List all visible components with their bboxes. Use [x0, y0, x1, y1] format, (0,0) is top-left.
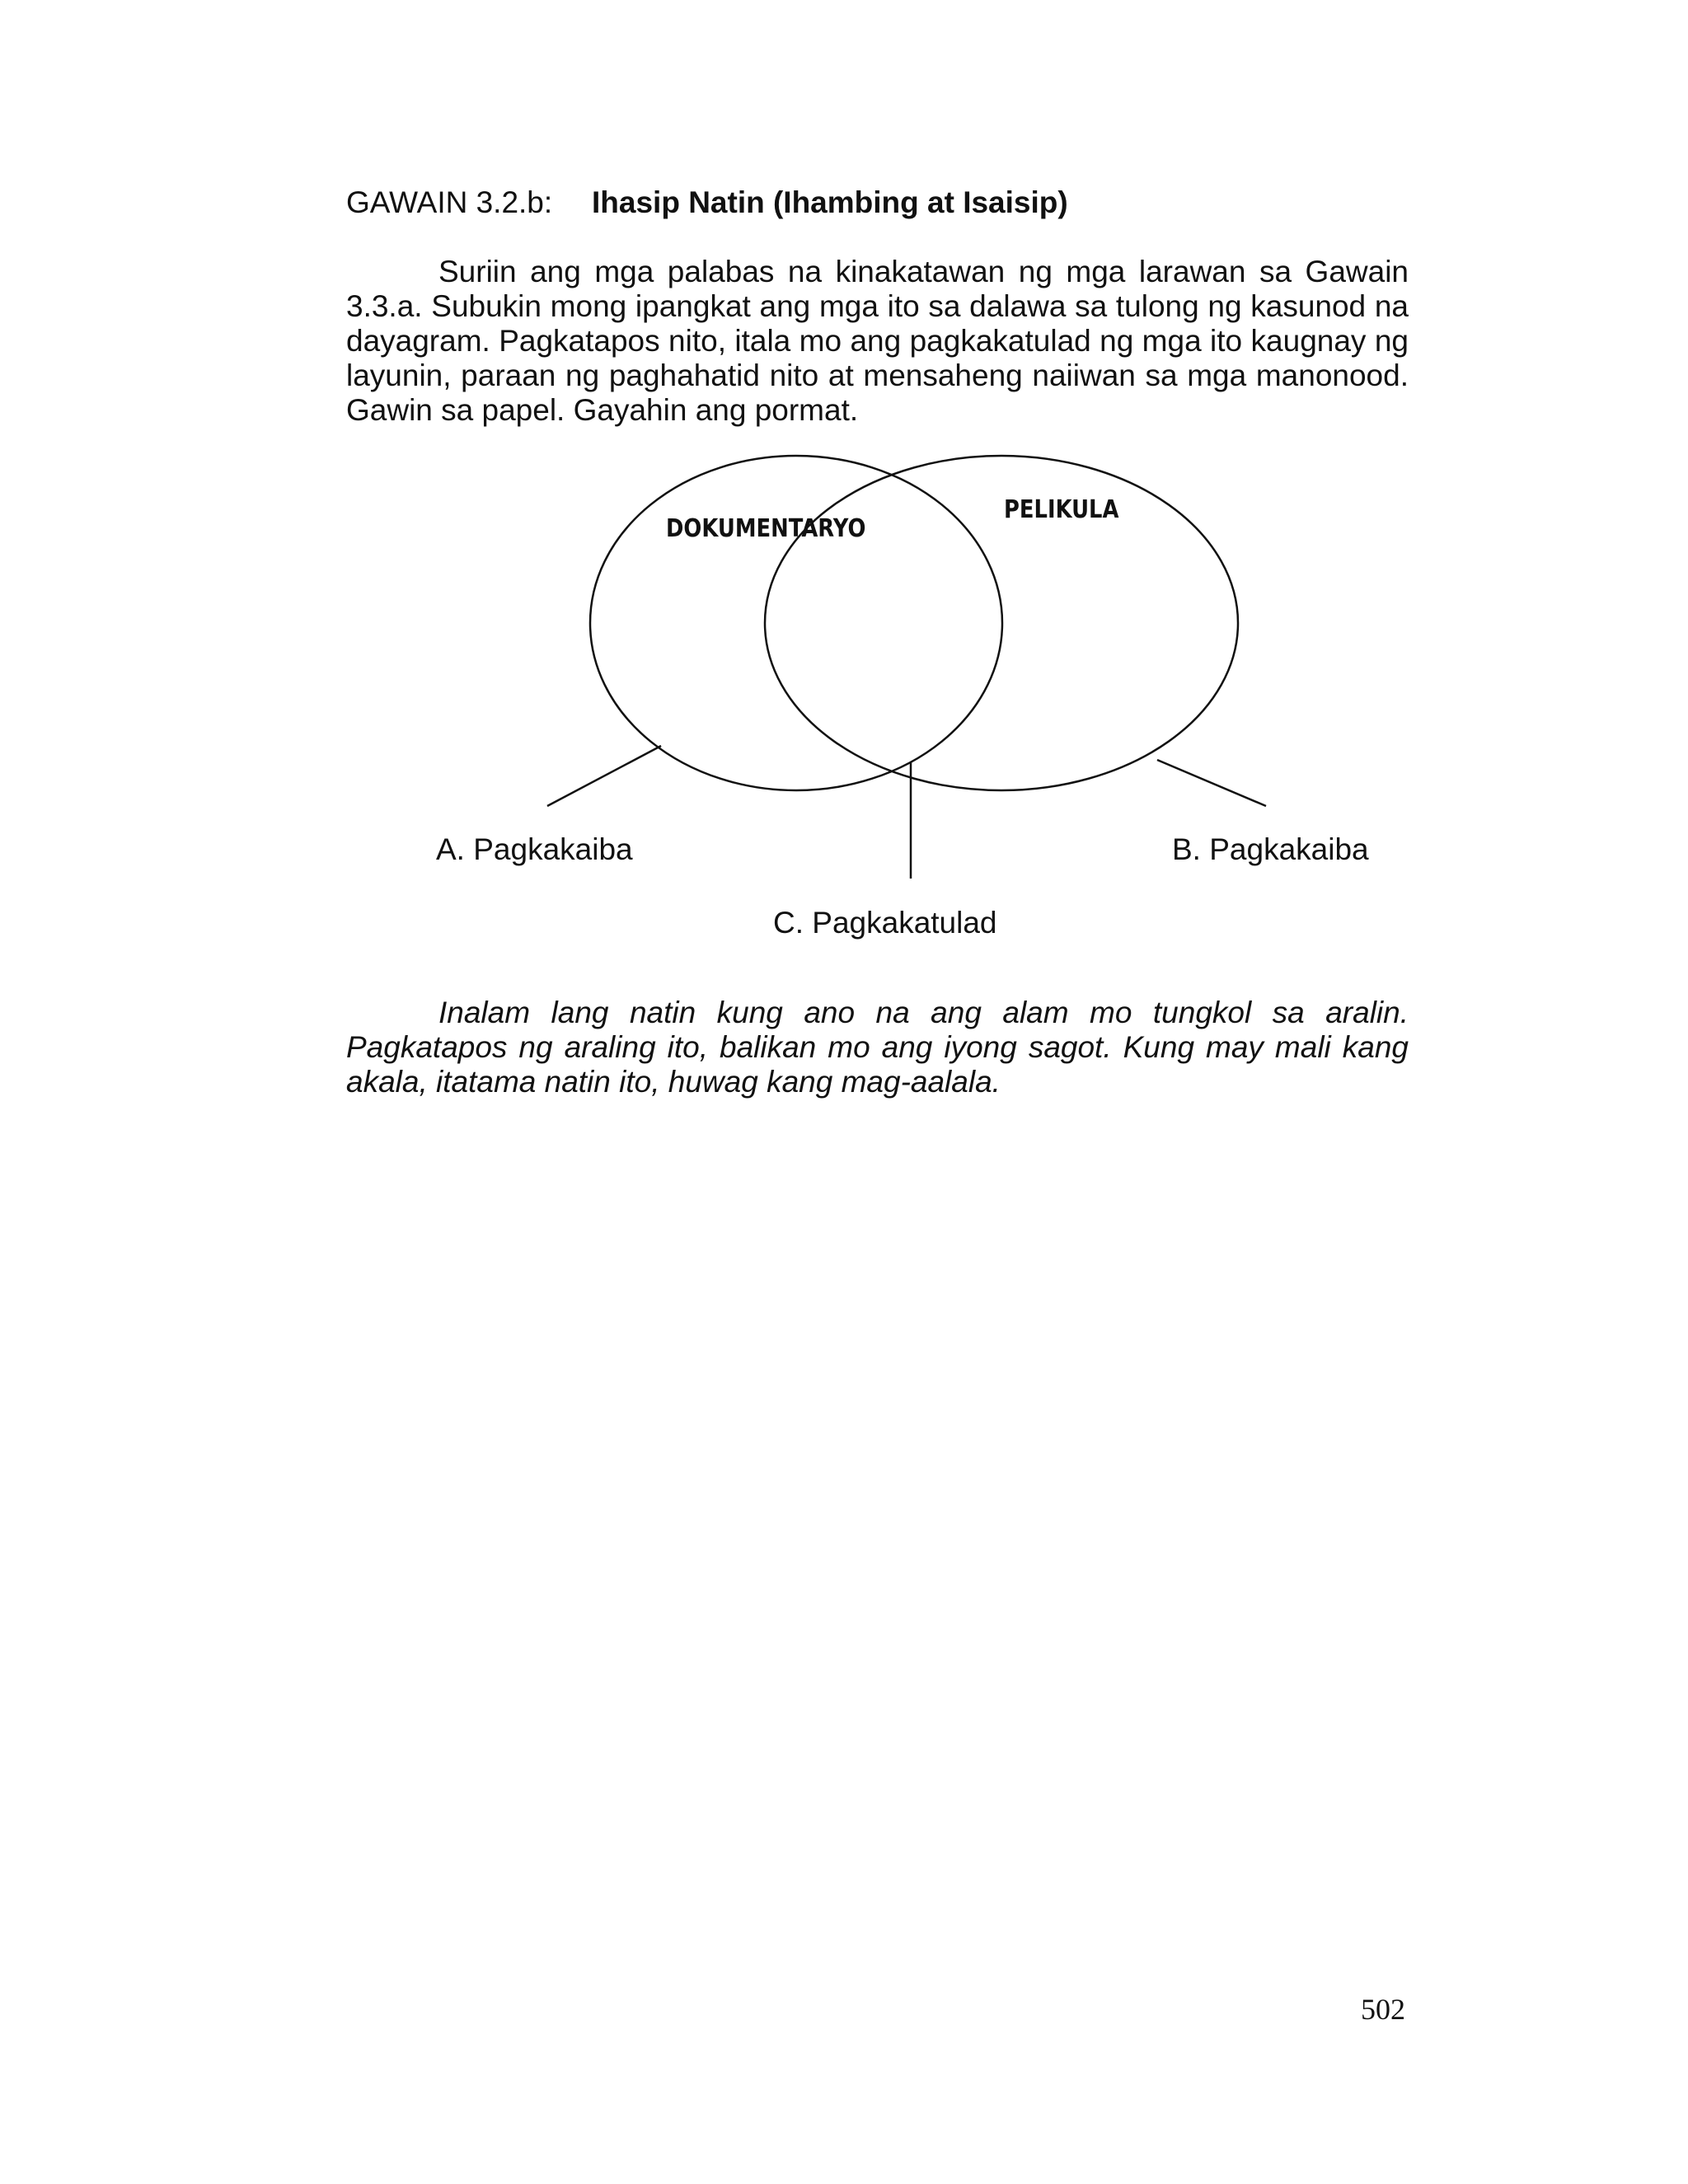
right-set-label: PELIKULA: [1004, 495, 1119, 524]
closing-note-paragraph: Inalam lang natin kung ano na ang alam mo tungkol sa aralin. Pagkatapos ng araling ito, balikan mo ang iyong sagot. Kung may mali kang akala, itatama natin ito, huwag kang mag-aalala.: [346, 996, 1409, 1099]
page-number: 502: [1361, 1993, 1405, 2026]
left-set-label: DOKUMENTARYO: [666, 514, 866, 543]
label-a-difference: A. Pagkakaiba: [436, 832, 633, 866]
label-b-difference: B. Pagkakaiba: [1172, 832, 1369, 866]
label-c-similarity: C. Pagkakatulad: [773, 906, 997, 940]
left-circle: [590, 456, 1002, 790]
pointer-line-b: [1157, 760, 1266, 806]
activity-title: Ihasip Natin (Ihambing at Isaisip): [592, 185, 1068, 219]
activity-number: GAWAIN 3.2.b:: [346, 185, 553, 219]
pointer-line-a: [547, 746, 661, 806]
instructions-paragraph: Suriin ang mga palabas na kinakatawan ng mga larawan sa Gawain 3.3.a. Subukin mong ipangkat ang mga ito sa dalawa sa tulong ng kasunod na dayagram. Pagkatapos nito, itala mo ang pagkakatulad ng mga ito kaugnay ng layunin, paraan ng paghahatid nito at mensaheng naiiwan sa mga manonood. Gawin sa papel. Gayahin ang pormat.: [346, 255, 1409, 427]
